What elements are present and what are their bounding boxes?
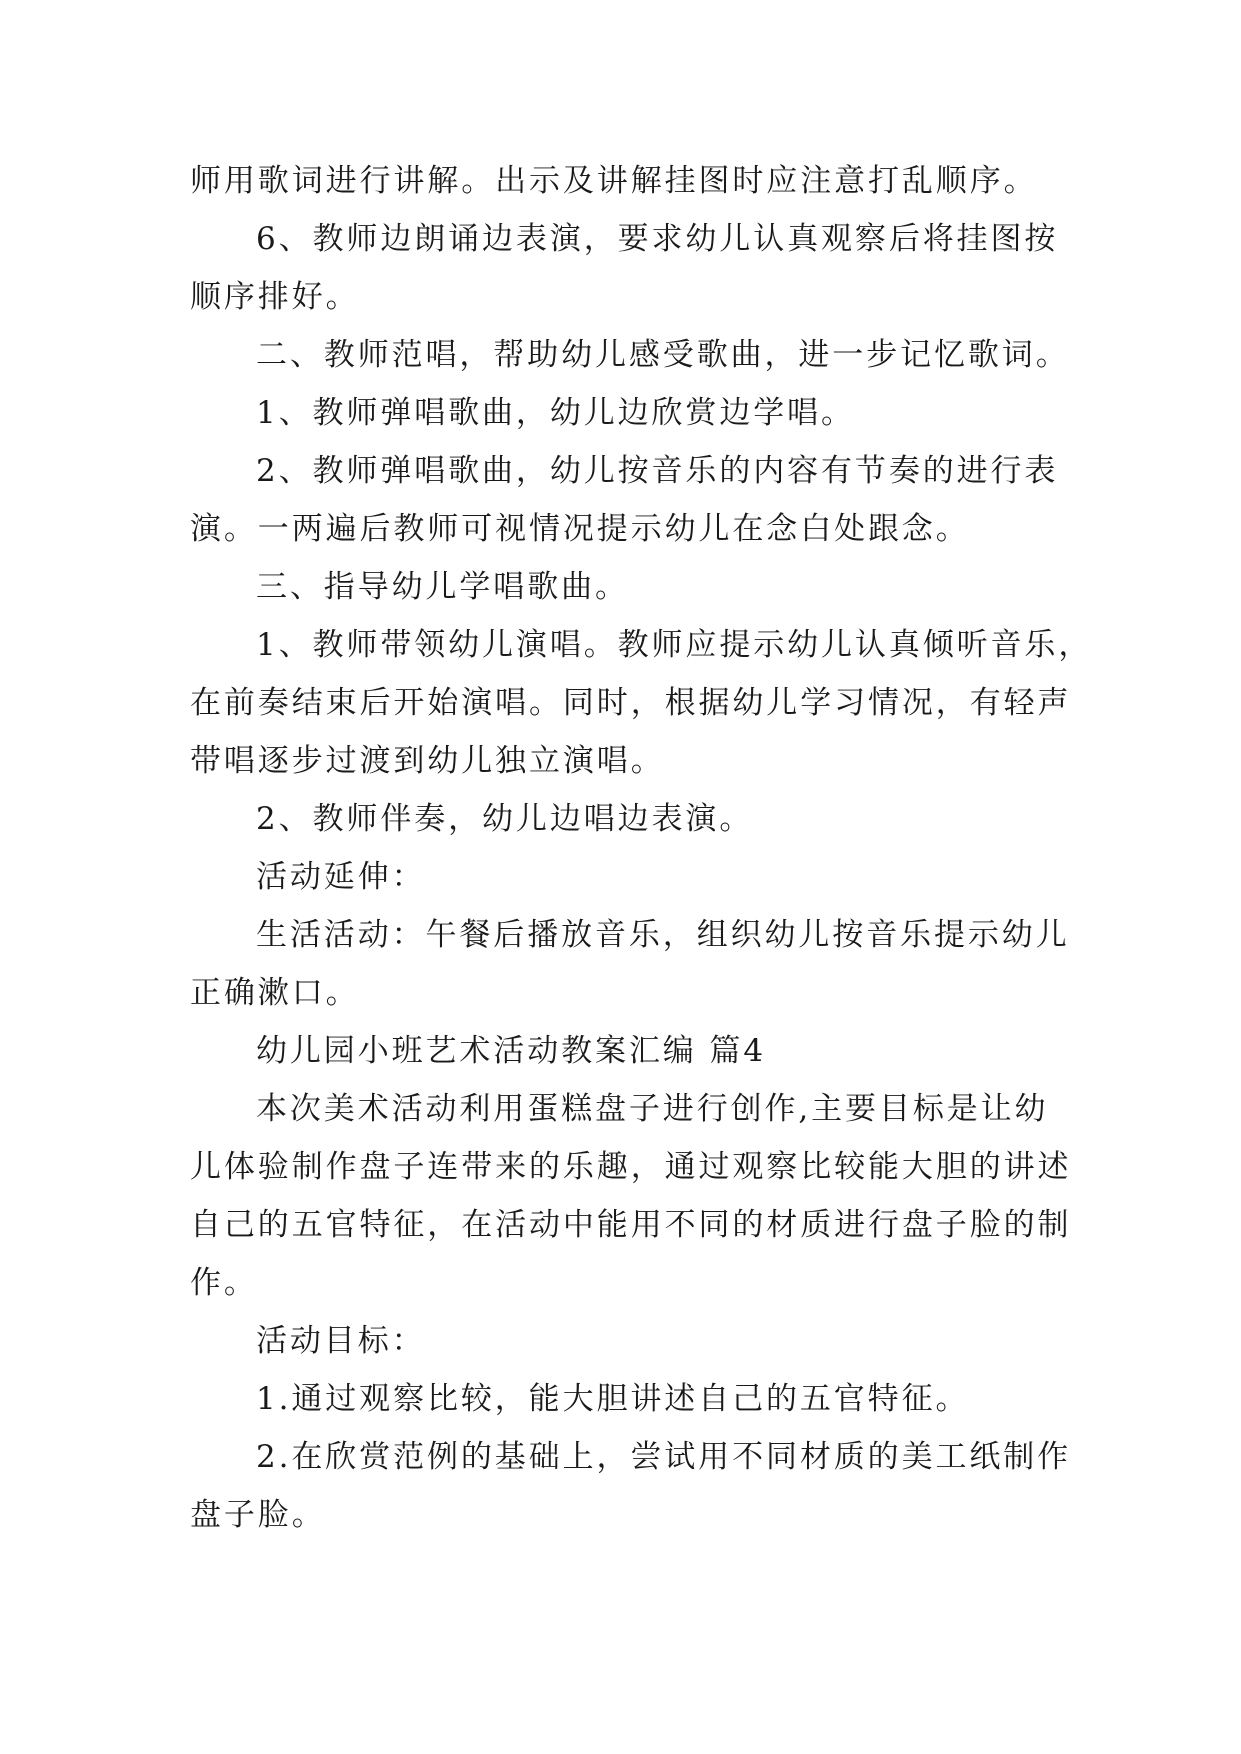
text-line: 1.通过观察比较，能大胆讲述自己的五官特征。	[256, 1381, 970, 1417]
text-line: 1、教师带领幼儿演唱。教师应提示幼儿认真倾听音乐，	[256, 627, 1093, 663]
text-line: 盘子脸。	[190, 1497, 326, 1533]
text-line: 2.在欣赏范例的基础上，尝试用不同材质的美工纸制作	[256, 1439, 1072, 1475]
text-line: 顺序排好。	[190, 279, 360, 315]
text-line: 生活活动：午餐后播放音乐，组织幼儿按音乐提示幼儿	[256, 917, 1070, 953]
text-line: 2、教师弹唱歌曲，幼儿按音乐的内容有节奏的进行表	[256, 453, 1059, 489]
text-line: 带唱逐步过渡到幼儿独立演唱。	[190, 743, 665, 779]
section-heading: 活动延伸：	[256, 859, 426, 895]
text-line: 师用歌词进行讲解。出示及讲解挂图时应注意打乱顺序。	[190, 163, 1038, 199]
text-line: 作。	[190, 1265, 258, 1301]
text-line: 正确漱口。	[190, 975, 360, 1011]
text-line: 6、教师边朗诵边表演，要求幼儿认真观察后将挂图按	[256, 221, 1059, 257]
section-heading: 活动目标：	[256, 1323, 426, 1359]
text-line: 演。一两遍后教师可视情况提示幼儿在念白处跟念。	[190, 511, 970, 547]
text-line: 本次美术活动利用蛋糕盘子进行创作,主要目标是让幼	[256, 1091, 1049, 1127]
text-line: 1、教师弹唱歌曲，幼儿边欣赏边学唱。	[256, 395, 855, 431]
text-line: 儿体验制作盘子连带来的乐趣，通过观察比较能大胆的讲述	[190, 1149, 1072, 1185]
text-line: 自己的五官特征，在活动中能用不同的材质进行盘子脸的制	[190, 1207, 1072, 1243]
text-line: 2、教师伴奏，幼儿边唱边表演。	[256, 801, 754, 837]
chapter-title: 幼儿园小班艺术活动教案汇编 篇4	[256, 1033, 766, 1069]
section-heading: 三、指导幼儿学唱歌曲。	[256, 569, 629, 605]
section-heading: 二、教师范唱，帮助幼儿感受歌曲，进一步记忆歌词。	[256, 337, 1070, 373]
text-line: 在前奏结束后开始演唱。同时，根据幼儿学习情况，有轻声	[190, 685, 1072, 721]
document-body	[190, 152, 1093, 1544]
